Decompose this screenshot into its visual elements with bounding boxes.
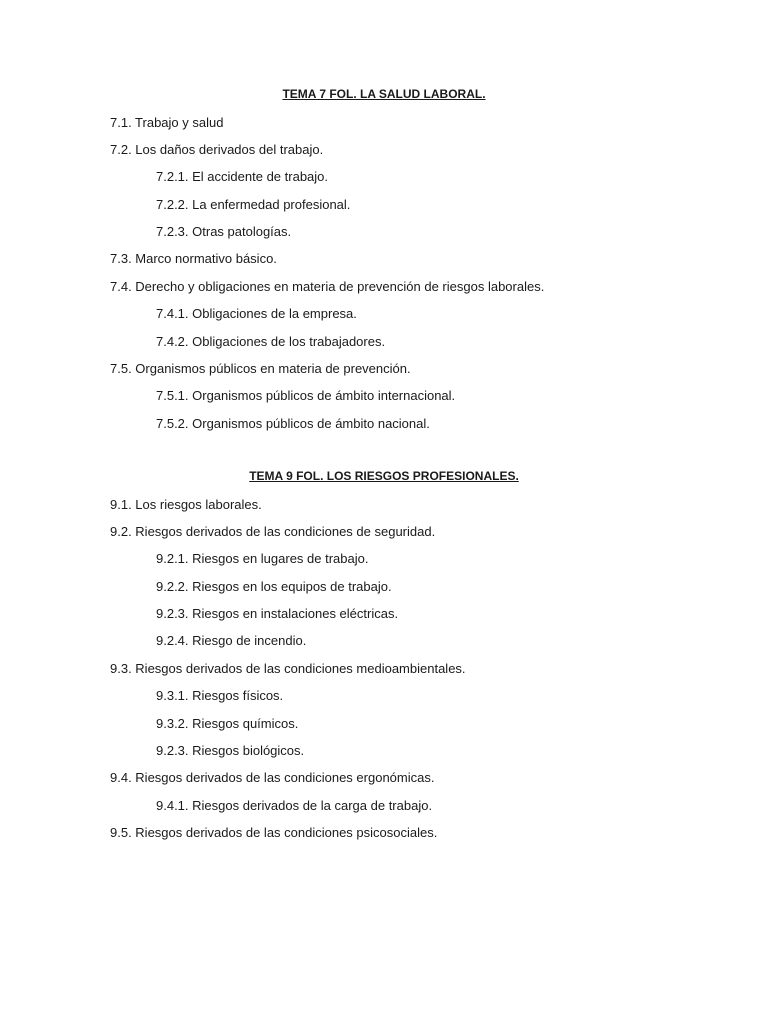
outline-subitem: 9.2.2. Riesgos en los equipos de trabajo. [156,578,392,594]
section-tema-7 [110,86,670,442]
section-tema-9 [110,468,670,852]
outline-item: 7.1. Trabajo y salud [110,114,224,130]
outline-subitem: 9.3.1. Riesgos físicos. [156,688,284,704]
section-title: TEMA 7 FOL. LA SALUD LABORAL. [282,87,486,101]
outline-item: 7.3. Marco normativo básico. [110,251,277,267]
outline-item: 9.5. Riesgos derivados de las condiciones psicosociales. [110,825,438,841]
outline-subitem: 7.4.2. Obligaciones de los trabajadores. [156,333,386,349]
section-title: TEMA 9 FOL. LOS RIESGOS PROFESIONALES. [249,469,519,483]
outline-subitem: 9.4.1. Riesgos derivados de la carga de trabajo. [156,797,433,813]
outline-subitem: 7.2.1. El accidente de trabajo. [156,169,329,185]
outline-item: 7.5. Organismos públicos en materia de prevención. [110,361,411,377]
outline-item: 9.1. Los riesgos laborales. [110,496,262,512]
outline-item: 9.4. Riesgos derivados de las condiciones ergonómicas. [110,770,435,786]
outline-item: 7.2. Los daños derivados del trabajo. [110,141,324,157]
outline-subitem: 7.5.2. Organismos públicos de ámbito nacional. [156,415,430,431]
outline-item: 7.4. Derecho y obligaciones en materia de prevención de riesgos laborales. [110,278,545,294]
outline-item: 9.3. Riesgos derivados de las condiciones medioambientales. [110,660,466,676]
outline-subitem: 9.2.1. Riesgos en lugares de trabajo. [156,551,369,567]
outline-subitem: 7.2.3. Otras patologías. [156,224,292,240]
outline-subitem: 9.2.4. Riesgo de incendio. [156,633,307,649]
outline-subitem: 7.2.2. La enfermedad profesional. [156,196,351,212]
outline-subitem: 9.2.3. Riesgos en instalaciones eléctricas. [156,606,399,622]
outline-item: 9.2. Riesgos derivados de las condiciones de seguridad. [110,523,436,539]
outline-subitem: 9.2.3. Riesgos biológicos. [156,743,305,759]
outline-subitem: 7.5.1. Organismos públicos de ámbito internacional. [156,388,456,404]
outline-subitem: 7.4.1. Obligaciones de la empresa. [156,306,357,322]
outline-subitem: 9.3.2. Riesgos químicos. [156,715,299,731]
